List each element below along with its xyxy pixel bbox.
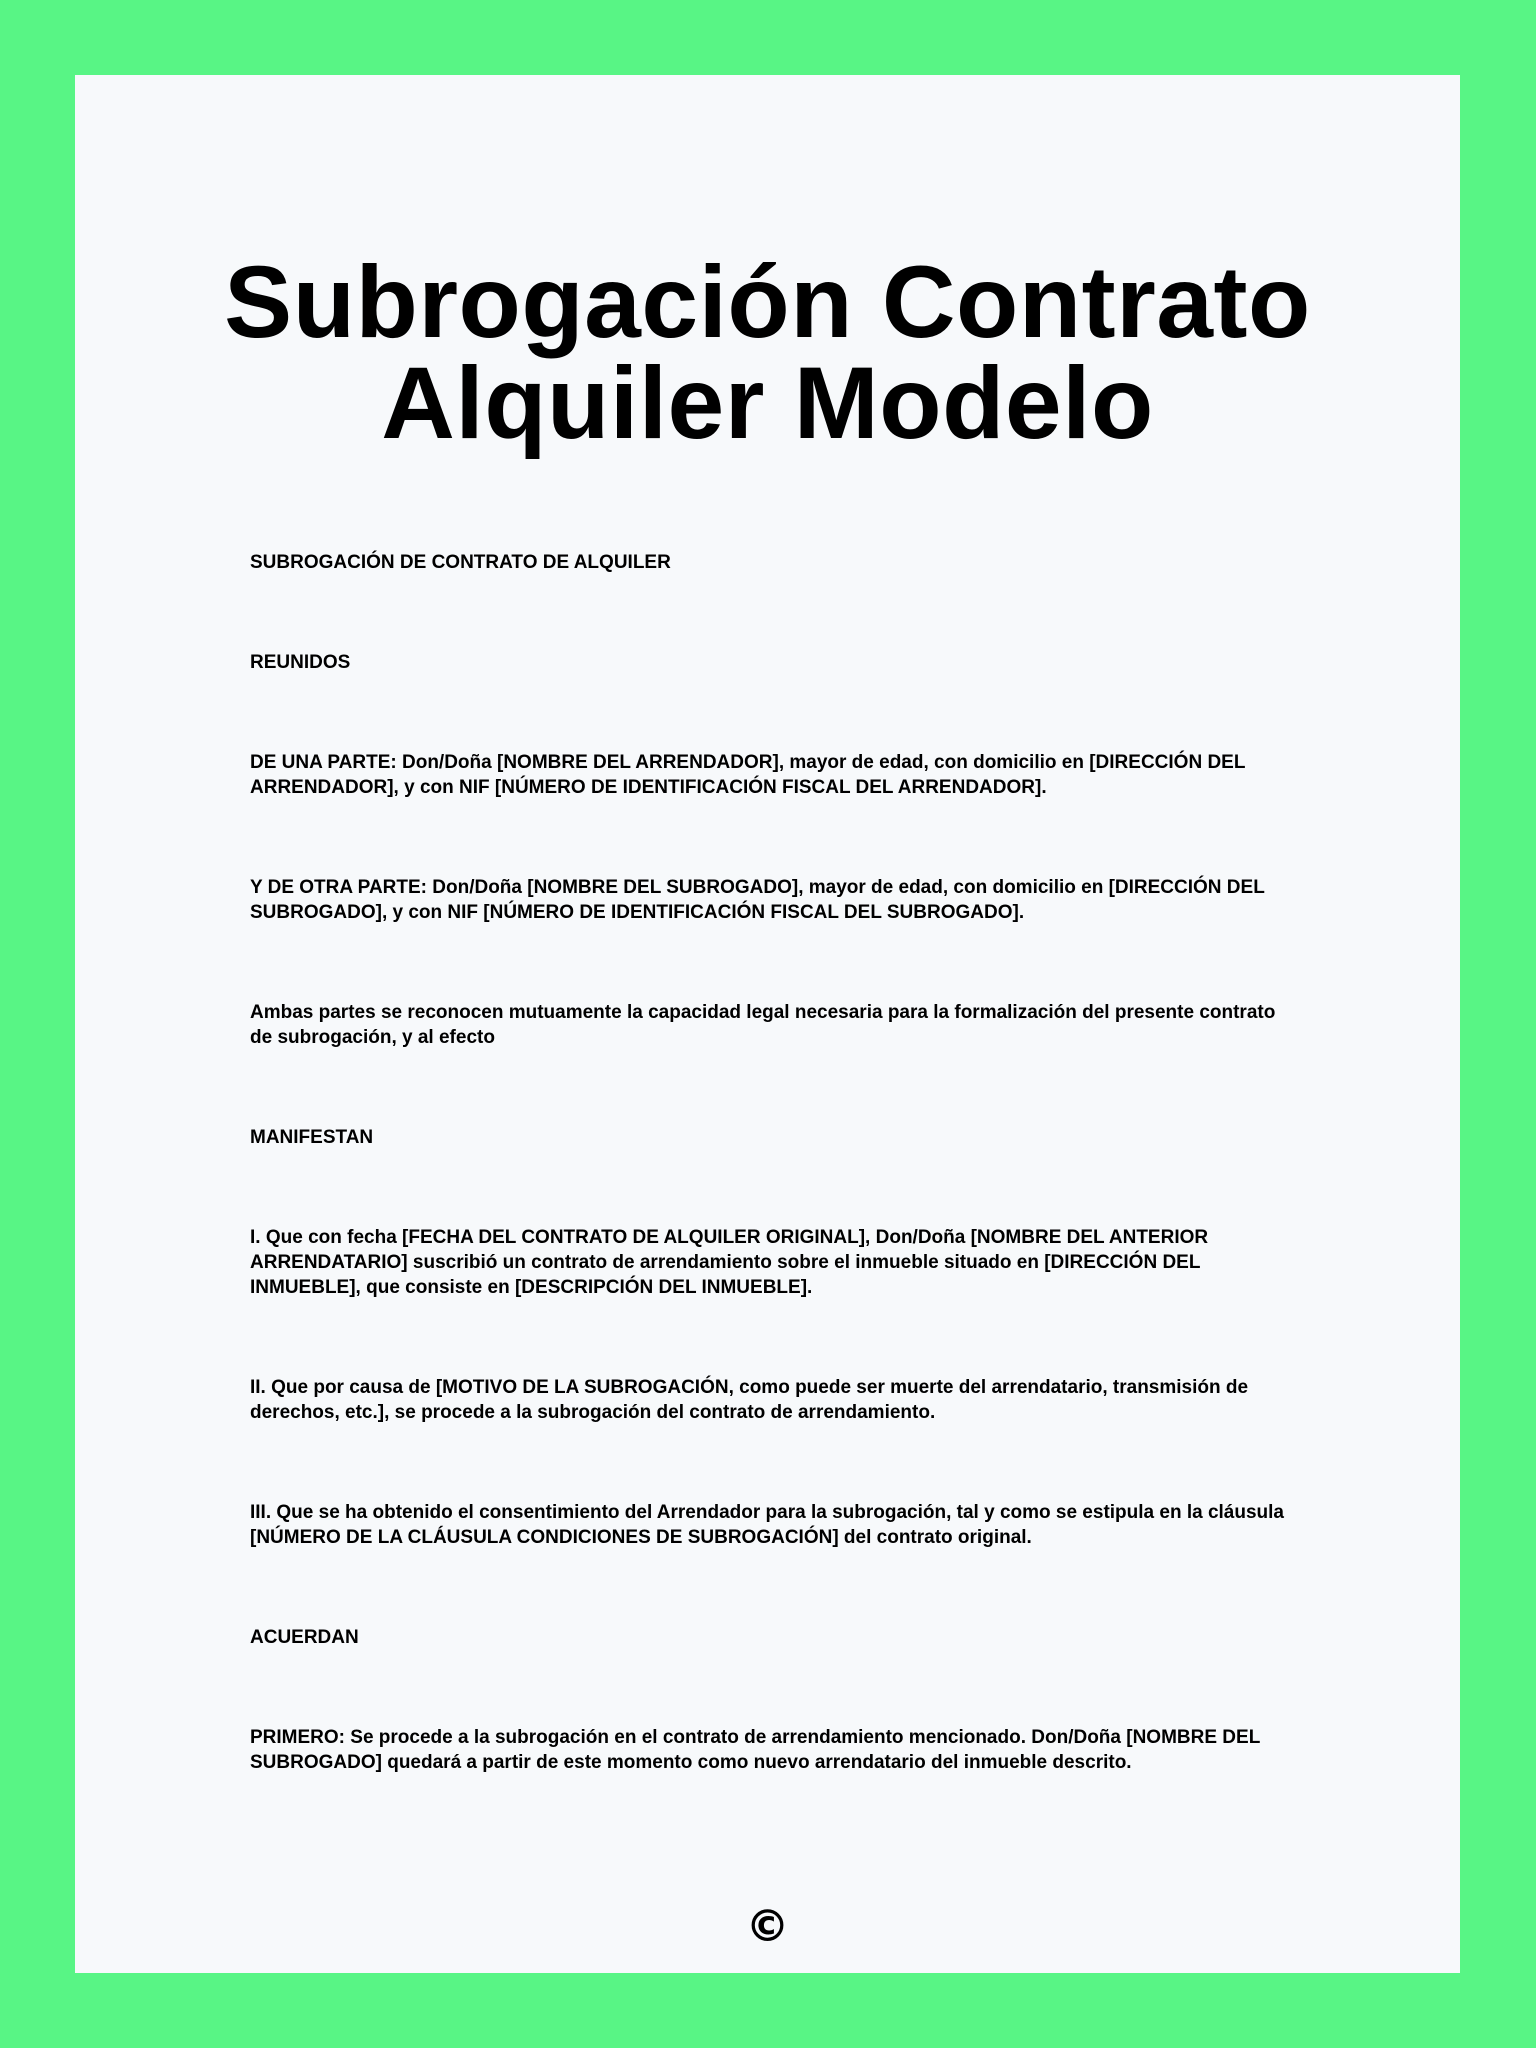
heading-subrogacion: SUBROGACIÓN DE CONTRATO DE ALQUILER xyxy=(250,552,671,573)
paragraph-clause-i: I. Que con fecha [FECHA DEL CONTRATO DE ALQUILER ORIGINAL], Don/Doña [NOMBRE DEL ANTERIOR ARRENDATARIO] suscribió un contrato de arrendamiento sobre el inmueble situado en [DIRECCIÓN DEL INMUEBLE], que consiste en [DESCRIPCIÓN DEL INMUEBLE]. xyxy=(250,1227,1209,1298)
document-title xyxy=(75,245,1460,460)
paragraph-subrogado: Y DE OTRA PARTE: Don/Doña [NOMBRE DEL SUBROGADO], mayor de edad, con domicilio en [DIRECCIÓN DEL SUBROGADO], y con NIF [NÚMERO DE IDENTIFICACIÓN FISCAL DEL SUBROGADO]. xyxy=(250,877,1265,923)
title-line-1: Subrogación Contrato xyxy=(224,245,1311,359)
paragraph-clause-ii: II. Que por causa de [MOTIVO DE LA SUBROGACIÓN, como puede ser muerte del arrendatario, transmisión de derechos, etc.], se procede a la subrogación del contrato de arrendamiento. xyxy=(250,1377,1249,1423)
title-line-2: Alquiler Modelo xyxy=(381,346,1154,460)
heading-manifestan: MANIFESTAN xyxy=(250,1127,374,1148)
copyright-icon: © xyxy=(745,1901,790,1952)
heading-reunidos: REUNIDOS xyxy=(250,652,351,673)
document-page xyxy=(75,75,1460,1973)
paragraph-capacidad: Ambas partes se reconocen mutuamente la capacidad legal necesaria para la formalización del presente contrato de subrogación, y al efecto xyxy=(250,1002,1276,1048)
paragraph-arrendador: DE UNA PARTE: Don/Doña [NOMBRE DEL ARRENDADOR], mayor de edad, con domicilio en [DIRECCIÓN DEL ARRENDADOR], y con NIF [NÚMERO DE IDENTIFICACIÓN FISCAL DEL ARRENDADOR]. xyxy=(250,752,1246,798)
heading-acuerdan: ACUERDAN xyxy=(250,1627,359,1648)
paragraph-clause-iii: III. Que se ha obtenido el consentimiento del Arrendador para la subrogación, tal y como se estipula en la cláusula [NÚMERO DE LA CLÁUSULA CONDICIONES DE SUBROGACIÓN] del contrato original. xyxy=(250,1502,1284,1548)
paragraph-primero: PRIMERO: Se procede a la subrogación en el contrato de arrendamiento mencionado. Don/Doña [NOMBRE DEL SUBROGADO] quedará a partir de este momento como nuevo arrendatario del inmueble descrito. xyxy=(250,1727,1260,1773)
